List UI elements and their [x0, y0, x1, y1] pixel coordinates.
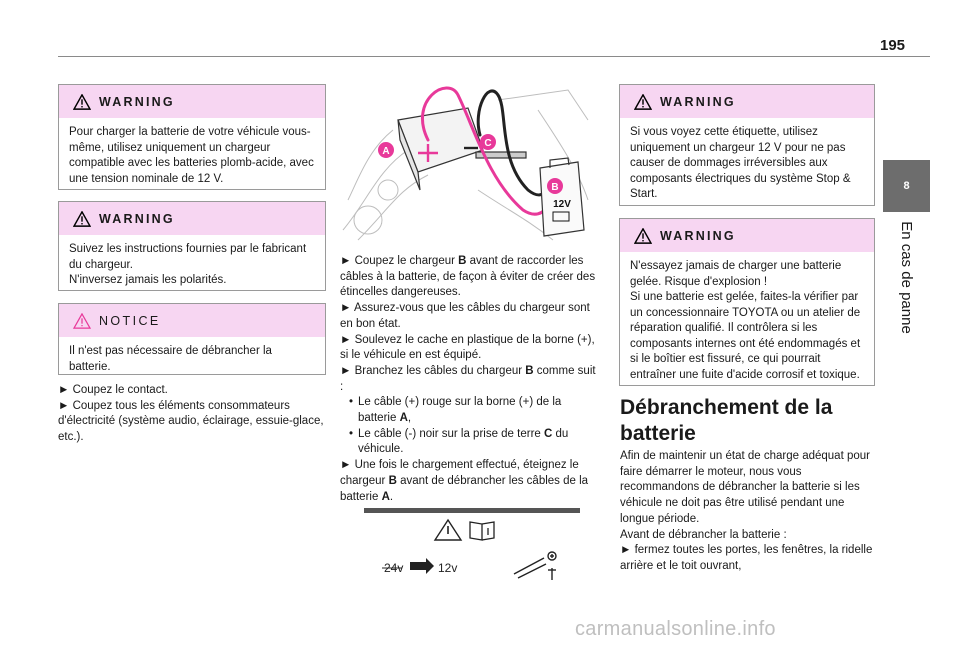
warning-triangle-icon: [435, 520, 461, 540]
sub-item: • Le câble (-) noir sur la prise de terre C du véhicule.: [349, 427, 569, 456]
header-rule: [58, 56, 930, 57]
warning-line: Si une batterie est gelée, faites-la vérifier par un concessionnaire TOYOTA ou un atelier de réparation qualifié. Il contrôlera si les composants internes ont été endommagés et si le boîtier est fissuré, ce qui pourrait entraîner une fuite d'acide corrosif et toxique.: [630, 291, 861, 381]
col2-steps: [340, 254, 598, 505]
warning-line: Suivez les instructions fournies par le fabricant du chargeur.: [69, 243, 307, 271]
step-item: ► Assurez-vous que les câbles du chargeur sont en bon état.: [340, 302, 590, 330]
battery-charging-illustration: [338, 80, 590, 246]
step-item: ► Coupez le chargeur B avant de raccorder les câbles à la batterie, de façon à éviter de créer des étincelles dangereuses.: [340, 255, 596, 299]
step-item: ► Une fois le chargement effectué, éteignez le chargeur B avant de débrancher les câbles de la batterie A.: [340, 459, 589, 503]
body-paragraph: Avant de débrancher la batterie :: [620, 528, 787, 541]
old-voltage: 24v: [384, 561, 404, 575]
warning-text: Si vous voyez cette étiquette, utilisez uniquement un chargeur 12 V pour ne pas causer de dommages irréversibles aux composants électriques du système Stop & Start.: [630, 126, 851, 200]
warning-title: WARNING: [660, 94, 736, 109]
warning-triangle-icon: [73, 211, 91, 227]
warning-title: WARNING: [99, 94, 175, 109]
warning-triangle-icon: [634, 228, 652, 244]
warning-triangle-icon: [73, 94, 91, 110]
new-voltage: 12v: [438, 561, 458, 575]
col3-body: [620, 449, 876, 575]
page-number: 195: [880, 37, 906, 54]
watermark: carmanualsonline.info: [575, 618, 776, 640]
warning-title: WARNING: [660, 228, 736, 243]
notice-text: Il n'est pas nécessaire de débrancher la batterie.: [69, 345, 272, 373]
warning-box-frozen: [619, 218, 875, 386]
warning-line: N'essayez jamais de charger une batterie gelée. Risque d'explosion !: [630, 260, 842, 288]
warning-text: [620, 252, 874, 391]
step-item: ► Coupez le contact.: [58, 384, 168, 396]
chapter-tab[interactable]: 8: [883, 160, 930, 212]
warning-text: Pour charger la batterie de votre véhicule vous-même, utilisez uniquement un chargeur compatible avec les batteries plomb-acide, avec une tension nominale de 12 V.: [69, 126, 314, 185]
step-item: ► Branchez les câbles du chargeur B comme suit :: [340, 364, 596, 393]
label-c: C: [484, 138, 492, 149]
manual-book-icon: [470, 522, 494, 540]
body-paragraph: Afin de maintenir un état de charge adéquat pour faire démarrer le moteur, nous vous recommandons de débrancher la batterie si les véhicule ne doit pas être utilisé pendant une longue période.: [620, 450, 870, 525]
warning-title: WARNING: [99, 211, 175, 226]
warning-box-instructions: [58, 201, 326, 291]
step-item: ► fermez toutes les portes, les fenêtres, la ridelle arrière et le toit ouvrant,: [620, 544, 873, 572]
warning-header: [59, 202, 325, 235]
label-b: B: [551, 182, 559, 193]
sub-item: • Le câble (+) rouge sur la borne (+) de la batterie A,: [349, 396, 562, 425]
col1-steps: [58, 383, 328, 446]
notice-box: [58, 303, 326, 375]
step-item: ► Coupez tous les éléments consommateurs d'électricité (système audio, éclairage, essuie-glace, etc.).: [58, 399, 324, 444]
warning-header: [620, 219, 874, 252]
notice-header: [59, 304, 325, 337]
warning-triangle-icon: [634, 94, 652, 110]
warning-header: [620, 85, 874, 118]
notice-triangle-icon: [73, 313, 91, 329]
label-a: A: [382, 146, 390, 157]
step-item: ► Soulevez le cache en plastique de la borne (+), si le véhicule en est équipé.: [340, 333, 595, 362]
section-heading: Débranchement de la batterie: [620, 396, 833, 445]
warning-box-label: [619, 84, 875, 206]
chapter-title-vertical: [883, 212, 930, 342]
chapter-title: En cas de panne: [898, 220, 915, 334]
charger-clamp-icon: [514, 552, 556, 580]
notice-title: NOTICE: [99, 313, 161, 328]
voltage-label-illustration: [364, 508, 580, 594]
warning-box-charger: [58, 84, 326, 190]
warning-text: [59, 235, 325, 297]
warning-header: [59, 85, 325, 118]
charger-voltage: 12V: [553, 199, 571, 210]
warning-line: N'inversez jamais les polarités.: [69, 274, 227, 286]
